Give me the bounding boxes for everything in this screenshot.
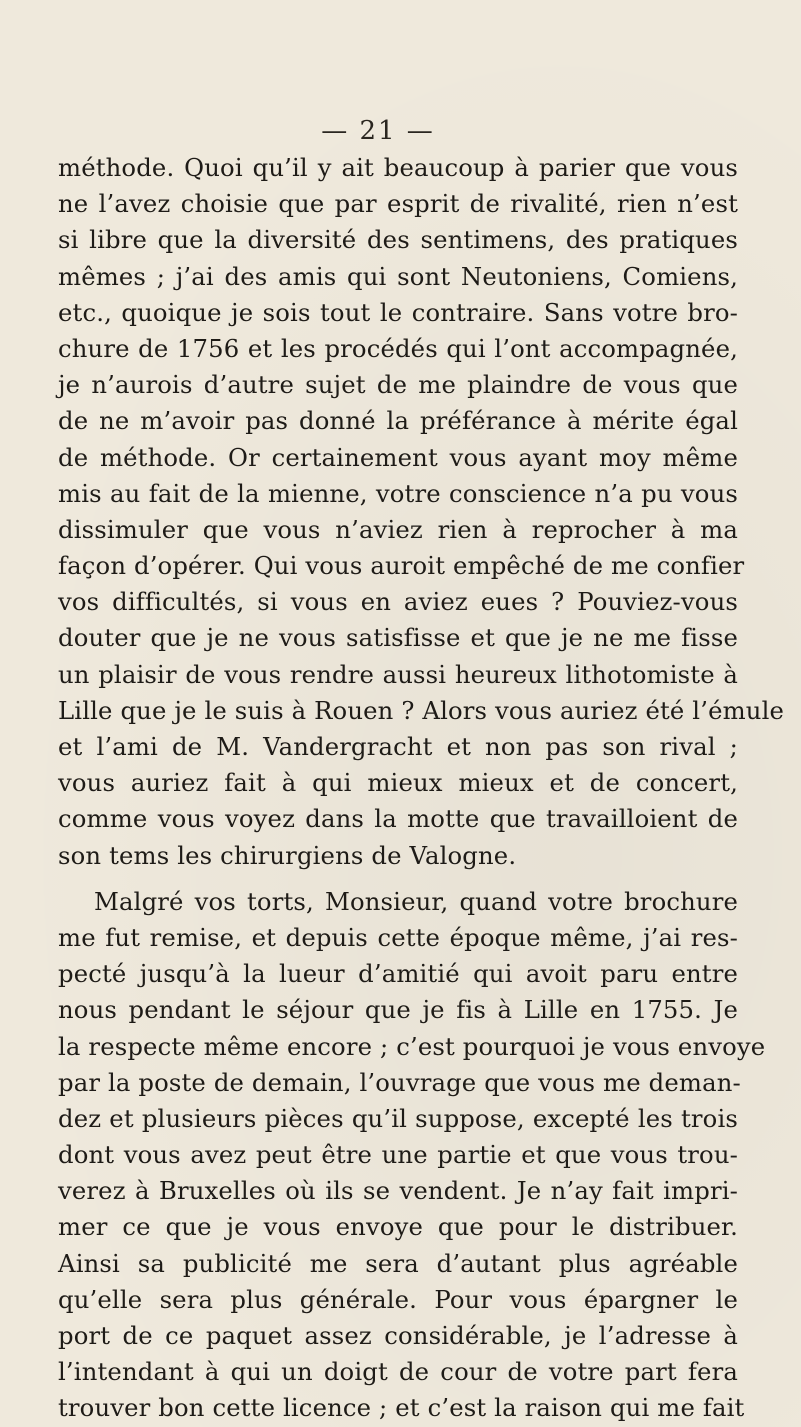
text-line: un plaisir de vous rendre aussi heureux lithotomiste à [58,659,738,689]
text-line: si libre que la diversité des sentimens, des pratiques [58,225,738,255]
text-line: Ainsi sa publicité me sera d’autant plus agréable [58,1248,738,1278]
text-line: Malgré vos torts, Monsieur, quand votre brochure [94,886,738,916]
text-line: dez et plusieurs pièces qu’il suppose, excepté les trois [58,1103,738,1133]
text-line: la respecte même encore ; c’est pourquoi je vous envoye [58,1031,766,1061]
text-line: comme vous voyez dans la motte que travailloient de [58,804,738,834]
text-line: je n’aurois d’autre sujet de me plaindre de vous que [58,370,738,400]
text-line: ne l’avez choisie que par esprit de rivalité, rien n’est [58,189,738,219]
text-line: son tems les chirurgiens de Valogne. [58,840,517,870]
text-line: trouver bon cette licence ; et c’est la raison qui me fait [58,1393,745,1423]
text-line: qu’elle sera plus générale. Pour vous épargner le [58,1284,738,1314]
text-line: façon d’opérer. Qui vous auroit empêché de me confier [58,551,745,581]
text-line: Lille que je le suis à Rouen ? Alors vous auriez été l’émule [58,695,785,725]
page-number: — 21 — [321,116,435,146]
text-line: l’intendant à qui un doigt de cour de votre part fera [58,1357,738,1387]
text-line: mis au fait de la mienne, votre conscience n’a pu vous [58,478,738,508]
text-line: port de ce paquet assez considérable, je l’adresse à [58,1321,738,1350]
text-line: pecté jusqu’à la lueur d’amitié qui avoit paru entre [58,959,738,989]
text-line: par la poste de demain, l’ouvrage que vous me deman- [58,1067,741,1097]
text-line: nous pendant le séjour que je fis à Lille en 1755. Je [58,995,738,1025]
text-line: douter que je ne vous satisfisse et que je ne me fisse [58,623,738,653]
text-line: de méthode. Or certainement vous ayant moy même [58,442,738,472]
book-page [58,0,785,1427]
text-line: vos difficultés, si vous en aviez eues ? Pouviez-vous [58,587,738,617]
paragraph-2 [58,884,766,1427]
text-line: et l’ami de M. Vandergracht et non pas son rival ; [58,732,738,761]
body-text [58,150,785,1427]
text-line: etc., quoique je sois tout le contraire. Sans votre bro- [58,297,738,327]
text-line: vous auriez fait à qui mieux mieux et de concert, [58,768,738,798]
text-line: de ne m’avoir pas donné la préférance à mérite égal [58,406,738,436]
text-line: chure de 1756 et les procédés qui l’ont accompagnée, [58,333,738,363]
text-line: mêmes ; j’ai des amis qui sont Neutoniens, Comiens, [58,261,738,291]
paragraph-1 [58,150,785,874]
text-line: méthode. Quoi qu’il y ait beaucoup à parier que vous [58,153,738,182]
text-line: dissimuler que vous n’aviez rien à reprocher à ma [58,514,738,544]
text-line: verez à Bruxelles où ils se vendent. Je n’ay fait impri- [58,1176,738,1206]
text-line: mer ce que je vous envoye que pour le distribuer. [58,1212,738,1242]
text-line: dont vous avez peut être une partie et que vous trou- [58,1140,738,1170]
text-line: me fut remise, et depuis cette époque même, j’ai res- [58,922,738,952]
paragraph-gap [58,874,738,884]
